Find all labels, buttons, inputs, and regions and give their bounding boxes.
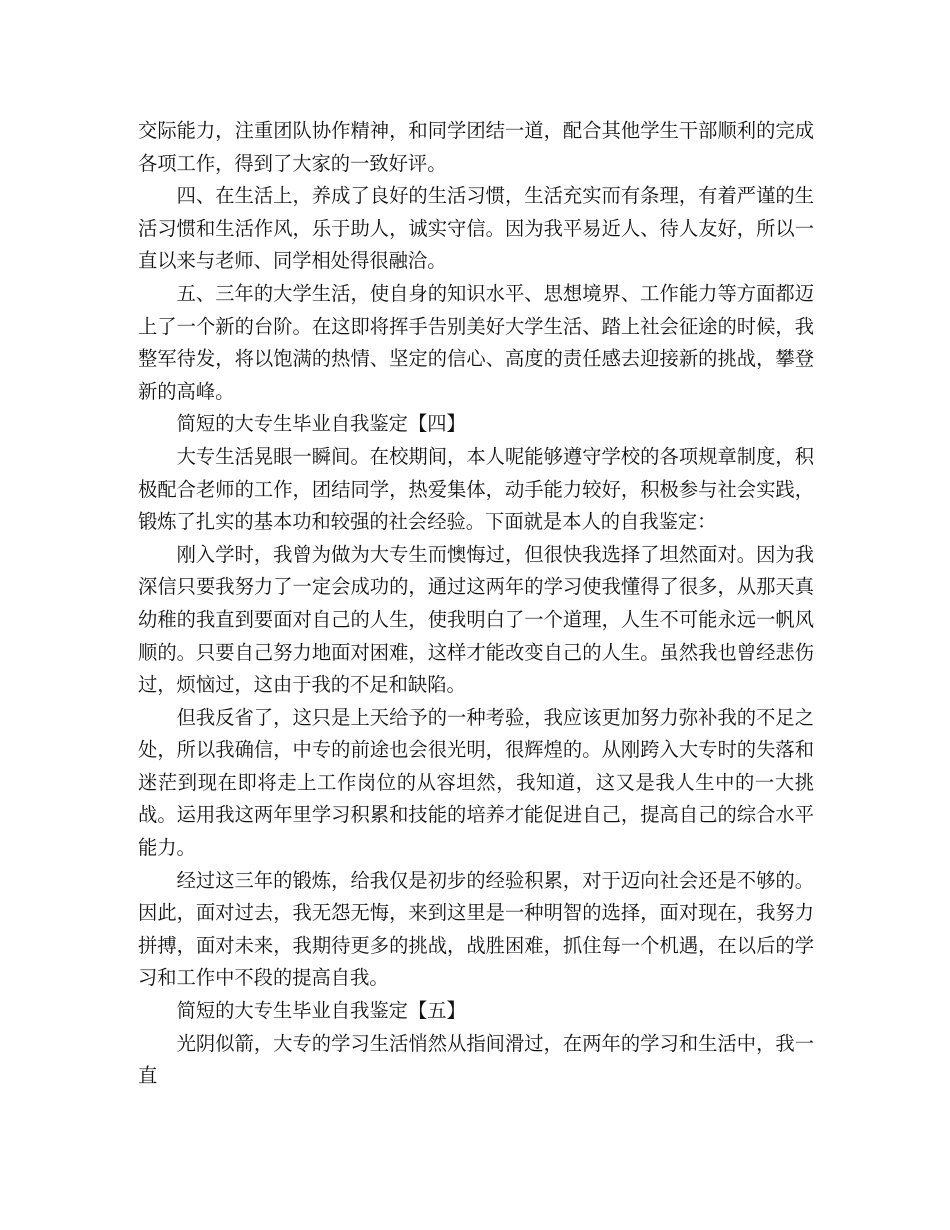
paragraph-enrollment: 刚入学时，我曾为做为大专生而懊悔过，但很快我选择了坦然面对。因为我深信只要我努力了一定会成功的，通过这两年的学习使我懂得了很多，从那天真幼稚的我直到要面对自己的人生，使我明白了一个道理，人生不可能永远一帆风顺的。只要自己努力地面对困难，这样才能改变自己的人生。虽然我也曾经悲伤过，烦恼过，这由于我的不足和缺陷。 (138, 542, 814, 697)
section-heading-four: 简短的大专生毕业自我鉴定【四】 (176, 412, 466, 436)
paragraph-reflection: 但我反省了，这只是上天给予的一种考验，我应该更加努力弥补我的不足之处，所以我确信，中专的前途也会很光明，很辉煌的。从刚跨入大专时的失落和迷茫到现在即将走上工作岗位的从容坦然，我知道，这又是我人生中的一大挑战。运用我这两年里学习积累和技能的培养才能促进自己，提高自己的综合水平能力。 (138, 705, 814, 860)
paragraph-life-habits: 四、在生活上，养成了良好的生活习惯，生活充实而有条理，有着严谨的生活习惯和生活作风，乐于助人，诚实守信。因为我平易近人、待人友好，所以一直以来与老师、同学相处得很融洽。 (138, 184, 814, 273)
document-page (138, 115, 814, 1093)
paragraph-time-flies: 光阴似箭，大专的学习生活悄然从指间滑过，在两年的学习和生活中，我一直 (138, 1031, 814, 1088)
section-heading-five: 简短的大专生毕业自我鉴定【五】 (176, 999, 466, 1023)
paragraph-training: 经过这三年的锻炼，给我仅是初步的经验积累，对于迈向社会还是不够的。因此，面对过去，我无怨无悔，来到这里是一种明智的选择，面对现在，我努力拼搏，面对未来，我期待更多的挑战，战胜困难，抓住每一个机遇，在以后的学习和工作中不段的提高自我。 (138, 868, 814, 990)
paragraph-three-years: 五、三年的大学生活，使自身的知识水平、思想境界、工作能力等方面都迈上了一个新的台阶。在这即将挥手告别美好大学生活、踏上社会征途的时候，我整军待发，将以饱满的热情、坚定的信心、高度的责任感去迎接新的挑战，攀登新的高峰。 (138, 281, 814, 403)
paragraph-teamwork-continued: 交际能力，注重团队协作精神，和同学团结一道，配合其他学生干部顺利的完成各项工作，得到了大家的一致好评。 (138, 119, 814, 175)
paragraph-college-life: 大专生活晃眼一瞬间。在校期间，本人呢能够遵守学校的各项规章制度，积极配合老师的工作，团结同学，热爱集体，动手能力较好，积极参与社会实践，锻炼了扎实的基本功和较强的社会经验。下面就是本人的自我鉴定： (138, 444, 814, 534)
